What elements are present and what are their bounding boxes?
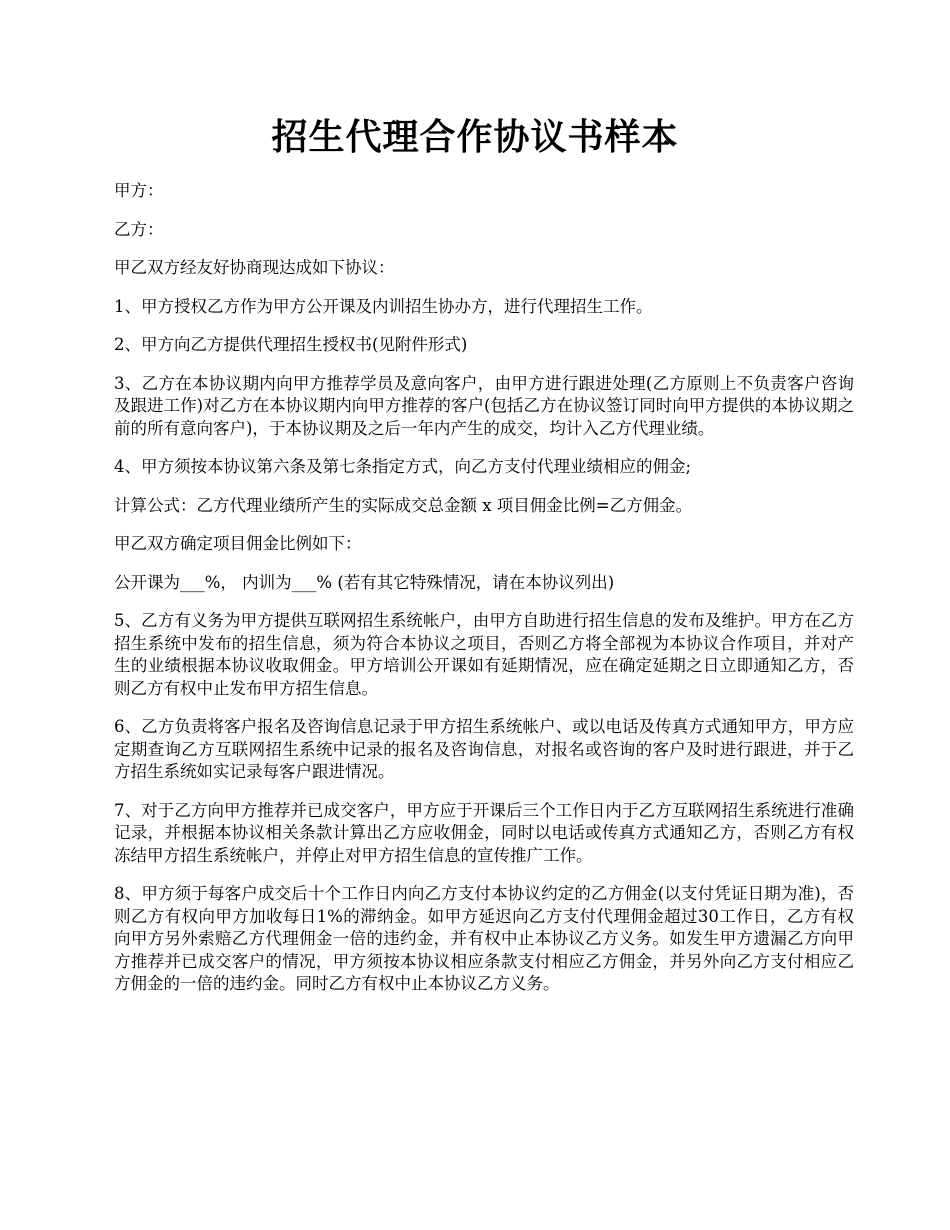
agreement-intro: 甲乙双方经友好协商现达成如下协议： xyxy=(114,258,395,277)
party-a-line: 甲方： xyxy=(114,181,164,200)
clause-5: 5、乙方有义务为甲方提供互联网招生系统帐户，由甲方自助进行招生信息的发布及维护。甲方在乙方招生系统中发布的招生信息，须为符合本协议之项目，否则乙方将全部视为本协议合作项目，并对产生的业绩根据本协议收取佣金。甲方培训公开课如有延期情况，应在确定延期之日立即通知乙方，否则乙方有权中止发布甲方招生信息。 xyxy=(114,611,854,698)
clause-2: 2、甲方向乙方提供代理招生授权书(见附件形式) xyxy=(114,335,468,354)
commission-ratio-intro: 甲乙双方确定项目佣金比例如下： xyxy=(114,534,362,553)
commission-ratio-line: 公开课为___%， 内训为___% (若有其它特殊情况，请在本协议列出) xyxy=(114,572,615,592)
document-body xyxy=(114,180,854,1012)
clause-1: 1、甲方授权乙方作为甲方公开课及内训招生协办方，进行代理招生工作。 xyxy=(114,296,653,316)
clause-7: 7、对于乙方向甲方推荐并已成交客户，甲方应于开课后三个工作日内于乙方互联网招生系统进行准确记录，并根据本协议相关条款计算出乙方应收佣金，同时以电话或传真方式通知乙方，否则乙方有权冻结甲方招生系统帐户，并停止对甲方招生信息的宣传推广工作。 xyxy=(114,800,854,865)
clause-3: 3、乙方在本协议期内向甲方推荐学员及意向客户，由甲方进行跟进处理(乙方原则上不负责客户咨询及跟进工作)对乙方在本协议期内向甲方推荐的客户(包括乙方在协议签订同时向甲方提供的本协议期之前的所有意向客户)，于本协议期及之后一年内产生的成交，均计入乙方代理业绩。 xyxy=(114,373,854,438)
clause-8: 8、甲方须于每客户成交后十个工作日内向乙方支付本协议约定的乙方佣金(以支付凭证日期为准)，否则乙方有权向甲方加收每日1%的滞纳金。如甲方延迟向乙方支付代理佣金超过30工作日，乙方有权向甲方另外索赔乙方代理佣金一倍的违约金，并有权中止本协议乙方义务。如发生甲方遗漏乙方向甲方推荐并已成交客户的情况，甲方须按本协议相应条款支付相应乙方佣金，并另外向乙方支付相应乙方佣金的一倍的违约金。同时乙方有权中止本协议乙方义务。 xyxy=(114,884,854,993)
commission-formula: 计算公式：乙方代理业绩所产生的实际成交总金额 x 项目佣金比例=乙方佣金。 xyxy=(114,495,693,515)
clause-4: 4、甲方须按本协议第六条及第七条指定方式，向乙方支付代理业绩相应的佣金; xyxy=(114,457,692,476)
party-b-line: 乙方： xyxy=(114,219,164,239)
clause-6: 6、乙方负责将客户报名及咨询信息记录于甲方招生系统帐户、或以电话及传真方式通知甲方，甲方应定期查询乙方互联网招生系统中记录的报名及咨询信息，对报名或咨询的客户及时进行跟进，并于乙方招生系统如实记录每客户跟进情况。 xyxy=(114,717,854,781)
document-title: 招生代理合作协议书样本 xyxy=(271,116,679,158)
